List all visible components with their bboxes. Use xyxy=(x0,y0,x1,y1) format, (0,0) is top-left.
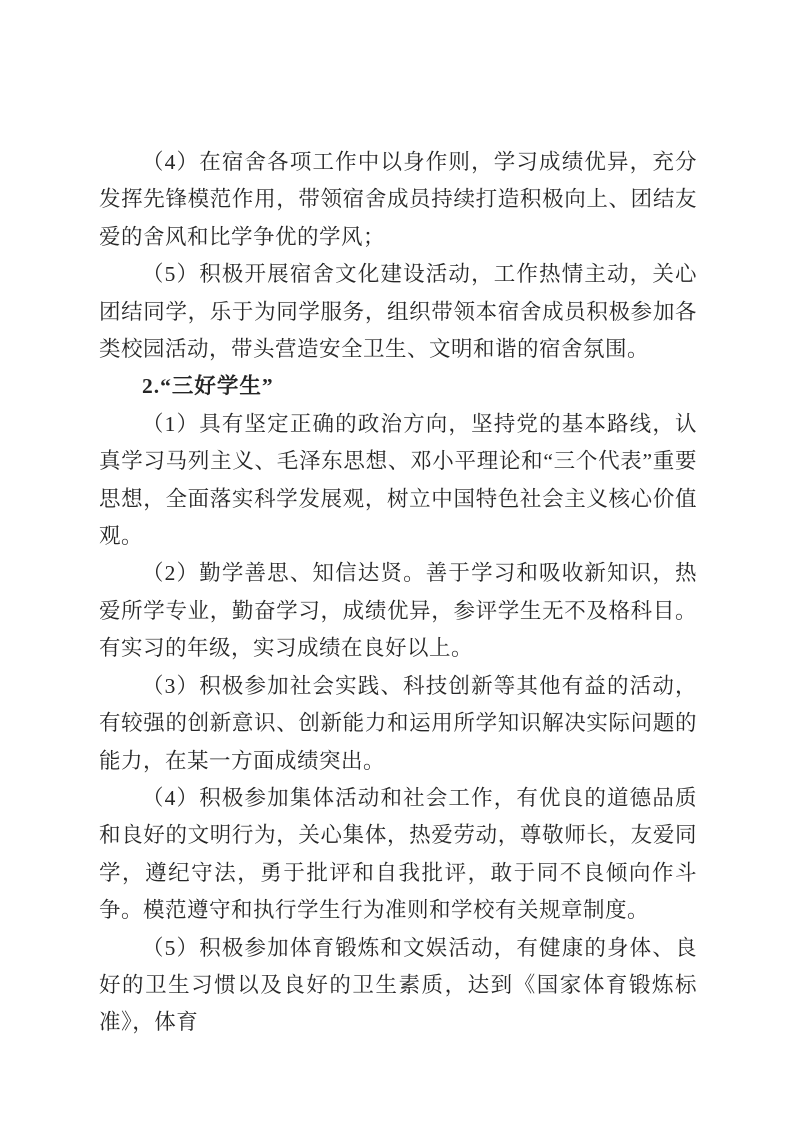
section-heading-three-good-student: 2.“三好学生” xyxy=(142,374,274,399)
paragraph-criterion-5-partial: （5）积极参加体育锻炼和文娱活动，有健康的身体、良好的卫生习惯以及良好的卫生素质，达到《国家体育锻炼标准》，体育 xyxy=(99,935,697,1035)
paragraph-criterion-2: （2）勤学善思、知信达贤。善于学习和吸收新知识，热爱所学专业，勤奋学习，成绩优异，参评学生无不及格科目。有实习的年级，实习成绩在良好以上。 xyxy=(99,561,697,661)
paragraph-criterion-4: （4）积极参加集体活动和社会工作，有优良的道德品质和良好的文明行为，关心集体，热爱劳动，尊敬师长，友爱同学，遵纪守法，勇于批评和自我批评，敢于同不良倾向作斗争。模范遵守和执行学生行为准则和学校有关规章制度。 xyxy=(99,785,697,923)
paragraph-criterion-3: （3）积极参加社会实践、科技创新等其他有益的活动，有较强的创新意识、创新能力和运用所学知识解决实际问题的能力，在某一方面成绩突出。 xyxy=(99,673,697,773)
paragraph-dorm-criterion-4: （4）在宿舍各项工作中以身作则，学习成绩优异，充分发挥先锋模范作用，带领宿舍成员持续打造积极向上、团结友爱的舍风和比学争优的学风； xyxy=(99,150,697,249)
paragraph-criterion-1: （1）具有坚定正确的政治方向，坚持党的基本路线，认真学习马列主义、毛泽东思想、邓小平理论和“三个代表”重要思想，全面落实科学发展观，树立中国特色社会主义核心价值观。 xyxy=(99,411,697,549)
paragraph-dorm-criterion-5: （5）积极开展宿舍文化建设活动，工作热情主动，关心团结同学，乐于为同学服务，组织带领本宿舍成员积极参加各类校园活动，带头营造安全卫生、文明和谐的宿舍氛围。 xyxy=(99,262,697,362)
